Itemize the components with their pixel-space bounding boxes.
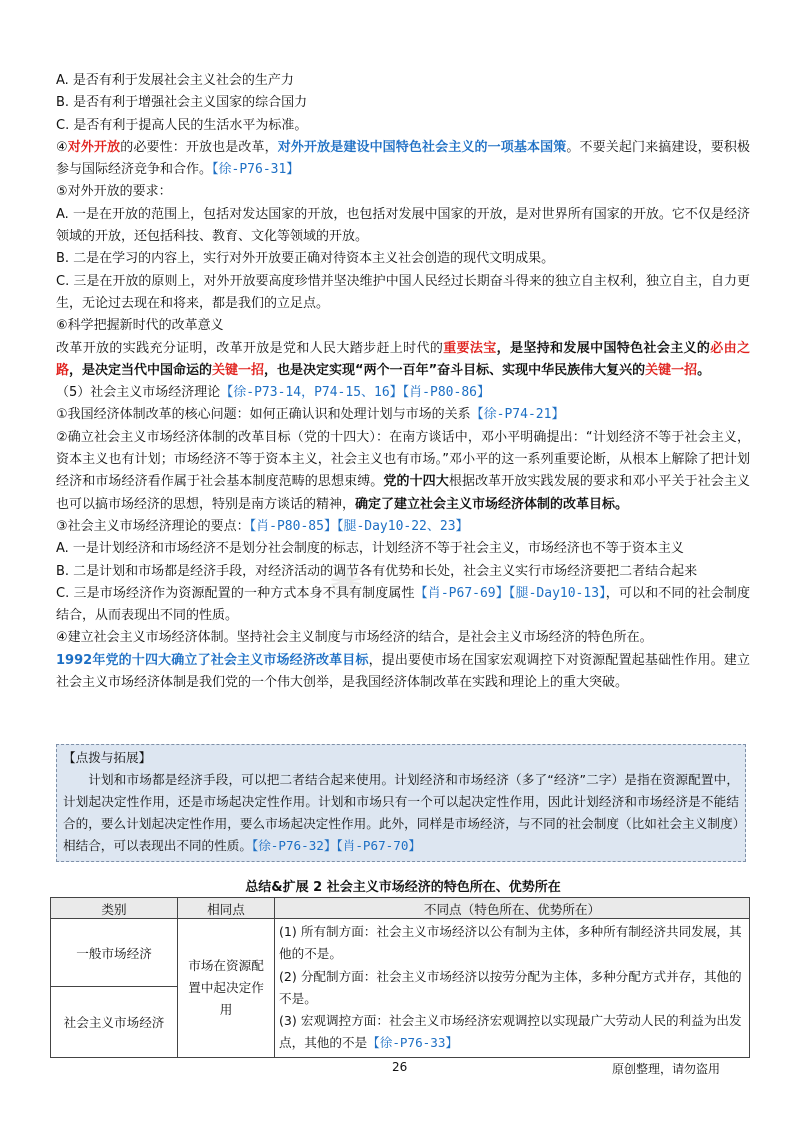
- point-3b: B. 二是计划和市场都是经济手段，对经济活动的调节各有优势和长处，社会主义实行市场经济要把二者结合起来: [56, 563, 698, 579]
- reform-significance-heading: ⑥科学把握新时代的改革意义: [56, 318, 224, 334]
- point-4: ④建立社会主义市场经济体制。坚持社会主义制度与市场经济的结合，是社会主义市场经济的特色所在。: [56, 630, 653, 646]
- opening-necessity: ④对外开放的必要性：开放也是改革，对外开放是建设中国特色社会主义的一项基本国策。不要关起门来搞建设，要积极参与国际经济竞争和合作。【徐-P76-31】: [56, 139, 750, 178]
- requirement-c: C. 三是在开放的原则上，对外开放要高度珍惜并坚决维护中国人民经过长期奋斗得来的独立自主权利，独立自主，自力更生，无论过去现在和将来，都是我们的立足点。: [56, 273, 750, 311]
- criterion-c: C. 是否有利于提高人民的生活水平为标准。: [56, 117, 308, 133]
- table-cell: 社会主义市场经济: [51, 986, 178, 1057]
- point-3a: A. 一是计划经济和市场经济不是划分社会制度的标志，计划经济不等于社会主义，市场经济也不等于资本主义: [56, 541, 684, 557]
- ref-link[interactable]: 【徐-P76-33】: [367, 1035, 459, 1051]
- ref-link[interactable]: 【徐-P76-32】【肖-P67-70】: [251, 838, 422, 853]
- point-1: ①我国经济体制改革的核心问题：如何正确认识和处理计划与市场的关系【徐-P74-21】: [56, 407, 565, 423]
- page-number: 26: [392, 1060, 408, 1074]
- ref-link[interactable]: 【徐-P74-21】: [470, 407, 565, 423]
- table-header: 类别: [51, 898, 178, 919]
- table-header: 相同点: [178, 898, 275, 919]
- ref-link[interactable]: 【肖-P67-69】【腿-Day10-13】: [414, 585, 606, 601]
- ref-link[interactable]: 【徐-P73-14，P74-15、16】【肖-P80-86】: [220, 385, 490, 401]
- document-body: [56, 70, 750, 694]
- criterion-a: A. 是否有利于发展社会主义社会的生产力: [56, 73, 294, 88]
- opening-requirements-heading: ⑤对外开放的要求：: [56, 184, 172, 200]
- requirement-b: B. 二是在学习的内容上，实行对外开放要正确对待资本主义社会创造的现代文明成果。: [56, 251, 555, 267]
- table-cell: 市场在资源配置中起决定作用: [178, 919, 275, 1058]
- point-3c: C. 三是市场经济作为资源配置的一种方式本身不具有制度属性【肖-P67-69】【腿-Day10-13】，可以和不同的社会制度结合，从而表现出不同的性质。: [56, 585, 750, 624]
- diff-1: (1) 所有制方面：社会主义市场经济以公有制为主体，多种所有制经济共同发展，其他的不是。: [279, 924, 742, 962]
- table-cell: 一般市场经济: [51, 919, 178, 987]
- watermark: ✺: [319, 554, 374, 612]
- point-2: ②确立社会主义市场经济体制的改革目标（党的十四大）：在南方谈话中，邓小平明确提出：“计划经济不等于社会主义，资本主义也有计划；市场经济不等于资本主义，社会主义也有市场。”邓小平的这一系列重要论断，从根本上解除了把计划经济和市场经济看作属于社会基本制度范畴的思想束缚。党的十四大根据改革开放实践发展的要求和邓小平关于社会主义也可以搞市场经济的思想，特别是南方谈话的精神，确定了建立社会主义市场经济体制的改革目标。: [56, 429, 750, 512]
- criterion-b: B. 是否有利于增强社会主义国家的综合国力: [56, 95, 308, 111]
- diff-3: (3) 宏观调控方面：社会主义市场经济宏观调控以实现最广大劳动人民的利益为出发点，其他的不是【徐-P76-33】: [279, 1013, 742, 1051]
- point-5: 1992年党的十四大确立了社会主义市场经济改革目标，提出要使市场在国家宏观调控下对资源配置起基础性作用。建立社会主义市场经济体制是我们党的一个伟大创举，是我国经济体制改革在实践和理论上的重大突破。: [56, 652, 750, 691]
- comparison-table: [50, 897, 750, 1058]
- point-3: ③社会主义市场经济理论的要点：【肖-P80-85】【腿-Day10-22、23】: [56, 518, 469, 534]
- table-title: 总结&扩展 2 社会主义市场经济的特色所在、优势所在: [245, 880, 561, 895]
- section-5-heading: （5）社会主义市场经济理论【徐-P73-14，P74-15、16】【肖-P80-86】: [56, 385, 490, 401]
- diff-2: (2) 分配制方面：社会主义市场经济以按劳分配为主体，多种分配方式并存，其他的不是。: [279, 968, 742, 1006]
- ref-link[interactable]: 【徐-P76-31】: [212, 162, 300, 178]
- table-cell: [275, 919, 750, 1058]
- reform-significance-paragraph: 改革开放的实践充分证明，改革开放是党和人民大踏步赶上时代的重要法宝，是坚持和发展中国特色社会主义的必由之路，是决定当代中国命运的关键一招，也是决定实现“两个一百年”奋斗目标、实现中华民族伟大复兴的关键一招。: [56, 340, 750, 378]
- ref-link[interactable]: 【肖-P80-85】【腿-Day10-22、23】: [249, 518, 469, 534]
- footer-note: 原创整理，请勿盗用: [612, 1062, 721, 1076]
- tips-box: [56, 744, 746, 862]
- tips-title: 【点拨与拓展】: [63, 750, 152, 765]
- tips-body: 计划和市场都是经济手段，可以把二者结合起来使用。计划经济和市场经济（多了“经济”二字）是指在资源配置中，计划起决定性作用，还是市场起决定性作用。计划和市场只有一个可以起决定性作用，因此计划经济和市场经济是不能结合的，要么计划起决定性作用，要么市场起决定性作用。此外，同样是市场经济，与不同的社会制度（比如社会主义制度）相结合，可以表现出不同的性质。【徐-P76-32】【肖-P67-70】: [63, 772, 739, 853]
- table-header: 不同点（特色所在、优势所在）: [275, 898, 750, 919]
- requirement-a: A. 一是在开放的范围上，包括对发达国家的开放，也包括对发展中国家的开放，是对世界所有国家的开放。它不仅是经济领域的开放，还包括科技、教育、文化等领域的开放。: [56, 206, 750, 245]
